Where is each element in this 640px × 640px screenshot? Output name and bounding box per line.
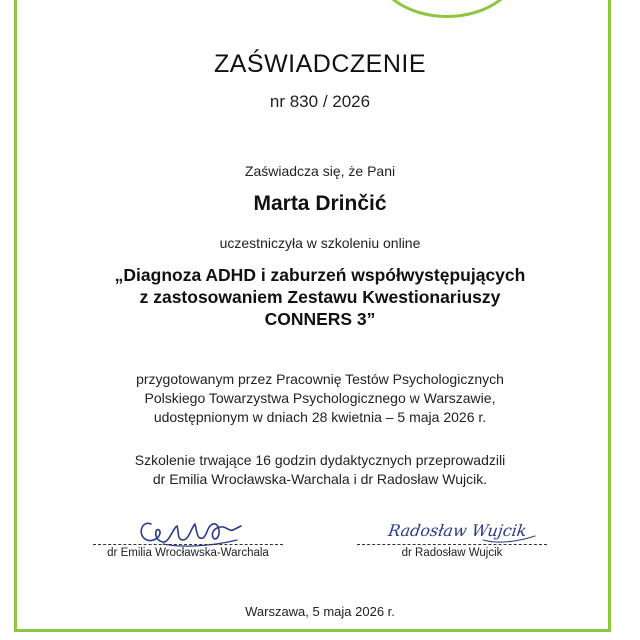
trainers-line: dr Emilia Wrocławska-Warchala i dr Radosław Wujcik. [152, 471, 488, 487]
course-title-line: „Diagnoza ADHD i zaburzeń współwystępujących [114, 265, 526, 285]
certification-intro: Zaświadcza się, że Pani [244, 163, 396, 179]
trainers-line: Szkolenie trwające 16 godzin dydaktycznych przeprowadzili [134, 452, 506, 468]
organizer-line: Polskiego Towarzystwa Psychologicznego w Warszawie, [144, 390, 496, 406]
organizer-paragraph [0, 370, 640, 427]
organizer-line: przygotowanym przez Pracownię Testów Psychologicznych [136, 371, 504, 387]
organizer-line: udostępnionym w dniach 28 kwietnia – 5 maja 2026 r. [153, 409, 487, 425]
handwriting-text: Radosław Wujcik [387, 521, 528, 540]
signature-handwritten-icon [387, 512, 557, 548]
place-and-date: Warszawa, 5 maja 2026 r. [245, 604, 395, 619]
participant-name: Marta Drinčić [253, 192, 387, 215]
certificate-title: ZAŚWIADCZENIE [213, 50, 427, 78]
signature-block-left [93, 508, 293, 568]
signature-line [357, 544, 547, 545]
participation-statement: uczestniczyła w szkoleniu online [219, 235, 421, 251]
trainers-paragraph [0, 451, 640, 489]
course-title-line: z zastosowaniem Zestawu Kwestionariuszy [139, 287, 501, 307]
certificate-number: nr 830 / 2026 [269, 92, 371, 111]
signature-block-right [357, 508, 557, 568]
course-title [0, 264, 640, 330]
signatory-name: dr Radosław Wujcik [401, 547, 503, 559]
signature-line [93, 544, 283, 545]
signatory-name: dr Emilia Wrocławska-Warchala [107, 547, 269, 559]
course-title-line: CONNERS 3” [264, 309, 376, 329]
